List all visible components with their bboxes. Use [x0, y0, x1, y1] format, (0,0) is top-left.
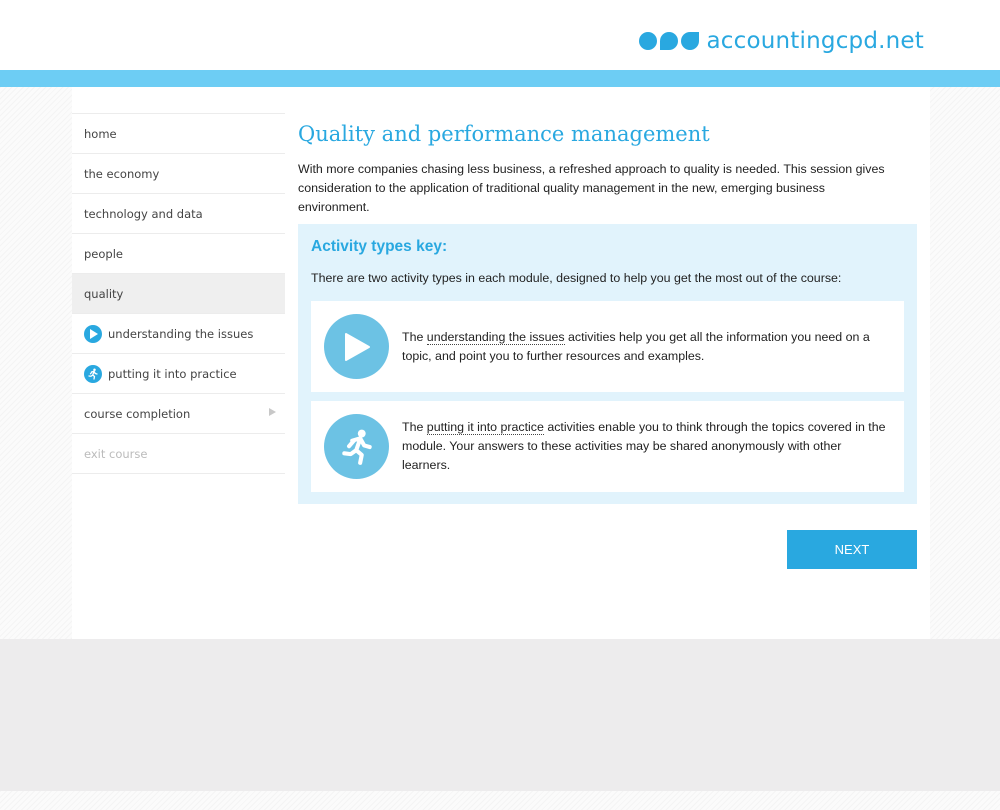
sidebar-item-label: technology and data — [84, 206, 203, 221]
site-logo[interactable] — [639, 28, 925, 54]
page-title: Quality and performance management — [298, 122, 710, 146]
logo-dot — [639, 32, 657, 50]
logo-mark — [639, 32, 699, 50]
sidebar-item-course-completion[interactable] — [72, 394, 285, 434]
sidebar-item-label: the economy — [84, 166, 160, 181]
activity-description — [402, 328, 892, 366]
sidebar-item-label: course completion — [84, 406, 191, 421]
sidebar-item-putting-it-into-practice[interactable] — [72, 354, 285, 394]
activity-text-prefix: The — [402, 420, 427, 434]
sidebar-item-label: home — [84, 126, 117, 141]
activity-key-description: There are two activity types in each module, designed to help you get the most out of the course: — [311, 271, 842, 285]
logo-text: accountingcpd.net — [706, 28, 924, 54]
next-button[interactable]: NEXT — [787, 530, 917, 569]
sidebar-item-label: understanding the issues — [108, 326, 254, 341]
activity-card-practice — [311, 401, 904, 492]
sidebar-item-the-economy[interactable] — [72, 154, 285, 194]
sidebar-item-home[interactable] — [72, 114, 285, 154]
sidebar-item-understanding-the-issues[interactable] — [72, 314, 285, 354]
chevron-right-icon — [269, 408, 276, 416]
activity-text-suffix: activities enable you to think through the topics covered in the module. Your answers to these activities may be shared anonymously with other learners. — [402, 420, 886, 472]
sidebar-item-quality[interactable] — [72, 274, 285, 314]
footer-area — [0, 639, 1000, 791]
site-header — [0, 0, 1000, 70]
content-panel — [72, 87, 930, 639]
play-icon — [84, 325, 102, 343]
sidebar-item-label: people — [84, 246, 123, 261]
intro-text: With more companies chasing less business, a refreshed approach to quality is needed. This session gives consideration to the application of traditional quality management in the new, emerging business environment. — [298, 162, 885, 214]
activity-text-suffix: activities help you get all the information you need on a topic, and point you to further resources and examples. — [402, 329, 870, 363]
sidebar-item-label: exit course — [84, 446, 148, 461]
sidebar-nav — [72, 113, 285, 474]
running-person-icon — [324, 414, 389, 479]
logo-dot — [660, 32, 678, 50]
sidebar-item-people[interactable] — [72, 234, 285, 274]
activity-description — [402, 418, 892, 475]
activity-key-box — [298, 224, 917, 504]
activity-text-prefix: The — [402, 329, 427, 344]
footer-pattern — [0, 791, 1000, 810]
main-content — [298, 120, 918, 472]
understanding-the-issues-link[interactable]: understanding the issues — [426, 329, 565, 344]
running-person-icon — [84, 365, 102, 383]
play-icon — [324, 314, 389, 379]
logo-dot — [681, 32, 699, 50]
sidebar-item-label: quality — [84, 286, 124, 301]
sidebar-item-label: putting it into practice — [108, 366, 237, 381]
activity-key-title: Activity types key: — [311, 238, 448, 255]
header-band — [0, 70, 1000, 87]
sidebar-item-technology-and-data[interactable] — [72, 194, 285, 234]
sidebar-item-exit-course[interactable] — [72, 434, 285, 474]
putting-it-into-practice-link[interactable]: putting it into practice — [426, 420, 544, 434]
activity-card-understanding — [311, 301, 904, 392]
